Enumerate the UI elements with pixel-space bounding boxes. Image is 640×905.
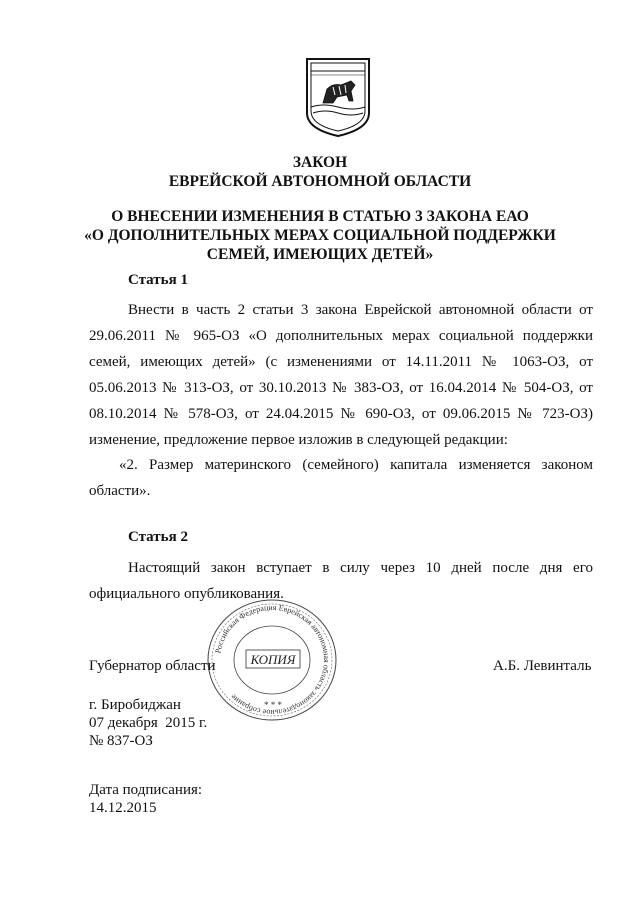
subtitle-line-1: О ВНЕСЕНИИ ИЗМЕНЕНИЯ В СТАТЬЮ 3 ЗАКОНА ЕАО — [111, 208, 529, 225]
governor-name: А.Б. Левинталь — [493, 658, 592, 674]
coat-of-arms-icon — [303, 55, 373, 139]
article-1-quote: «2. Размер материнского (семейного) капитала изменяется законом области». — [89, 457, 593, 499]
official-stamp — [204, 596, 340, 724]
stamp-center-text: КОПИЯ — [250, 652, 296, 667]
law-subtitle — [60, 207, 580, 264]
adoption-date: 07 декабря 2015 г. — [89, 715, 208, 731]
law-number: № 837-ОЗ — [89, 733, 153, 749]
subtitle-line-2: «О ДОПОЛНИТЕЛЬНЫХ МЕРАХ СОЦИАЛЬНОЙ ПОДДЕРЖКИ — [84, 227, 556, 244]
stamp-ring-text: Российская Федерация Еврейская автономная область законодательное собрание — [213, 602, 332, 718]
article-1-heading: Статья 1 — [128, 272, 188, 288]
governor-title: Губернатор области — [89, 658, 216, 674]
article-1-text: Внести в часть 2 статьи 3 закона Еврейской автономной области от 29.06.2011 № 965-ОЗ «О дополнительных мерах социальной поддержки семей, имеющих детей» (с изменениями от 14.11.2011 № 1063-ОЗ, от 05.06.2013 № 313-ОЗ, от 30.10.2013 № 383-ОЗ, от 16.04.2014 № 504-ОЗ, от 08.10.2014 № 578-ОЗ, от 24.04.2015 № 690-ОЗ, от 09.06.2015 № 723-ОЗ) изменение, предложение первое изложив в следующей редакции: — [89, 302, 593, 448]
city: г. Биробиджан — [89, 697, 181, 713]
subtitle-line-3: СЕМЕЙ, ИМЕЮЩИХ ДЕТЕЙ» — [206, 246, 434, 263]
title-line-1: ЗАКОН — [292, 154, 348, 171]
signing-date-label: Дата подписания: — [89, 782, 203, 798]
svg-text:* * *: * * * — [264, 700, 282, 710]
article-2-text: Настоящий закон вступает в силу через 10 дней после дня его официального опубликования. — [89, 560, 593, 602]
law-title — [60, 153, 580, 191]
article-2-heading: Статья 2 — [128, 529, 188, 545]
title-line-2: ЕВРЕЙСКОЙ АВТОНОМНОЙ ОБЛАСТИ — [168, 173, 472, 190]
signing-date: 14.12.2015 — [89, 800, 157, 816]
